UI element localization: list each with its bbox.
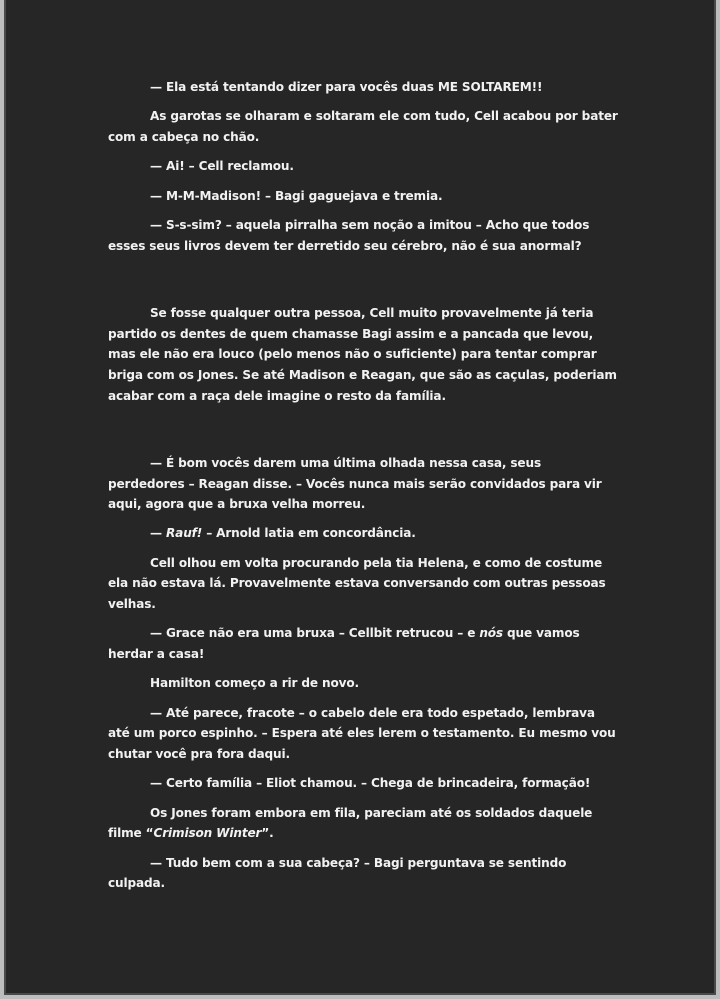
paragraph: — M-M-Madison! – Bagi gaguejava e tremia. xyxy=(150,188,443,203)
paragraph: — Ai! – Cell reclamou. xyxy=(150,159,294,174)
paragraph: — Certo família – Eliot chamou. – Chega de brincadeira, formação! xyxy=(150,776,591,791)
paragraph: — Ela está tentando dizer para vocês duas ME SOLTAREM!! xyxy=(150,80,543,94)
paragraph: — É bom vocês darem uma última olhada nessa casa, seus perdedores – Reagan disse. – Vocês nunca mais serão convidados para vir aqui, agora que a bruxa velha morreu. xyxy=(108,455,602,512)
paragraph: — Grace não era uma bruxa – Cellbit retrucou – e nós que vamos herdar a casa! xyxy=(108,626,580,662)
paragraph: Cell olhou em volta procurando pela tia Helena, e como de costume ela não estava lá. Provavelmente estava conversando com outras pessoas velhas. xyxy=(108,555,606,612)
emphasis: Rauf! xyxy=(166,526,203,541)
emphasis: nós xyxy=(479,626,503,641)
paragraph: Hamilton começo a rir de novo. xyxy=(150,676,359,691)
paragraph: — Rauf! – Arnold latia em concordância. xyxy=(150,526,416,541)
paragraph: — Tudo bem com a sua cabeça? – Bagi perguntava se sentindo culpada. xyxy=(108,855,567,891)
document-body xyxy=(108,77,620,903)
document-page xyxy=(4,0,716,995)
emphasis: Crimison Winter xyxy=(153,826,262,841)
paragraph: — S-s-sim? – aquela pirralha sem noção a imitou – Acho que todos esses seus livros devem ter derretido seu cérebro, não é sua anormal? xyxy=(108,218,590,253)
section-gap xyxy=(108,265,620,303)
paragraph: As garotas se olharam e soltaram ele com tudo, Cell acabou por bater com a cabeça no chão. xyxy=(108,109,618,144)
paragraph: — Até parece, fracote – o cabelo dele era todo espetado, lembrava até um porco espinho. – Espera até eles lerem o testamento. Eu mesmo vou chutar você pra fora daqui. xyxy=(108,705,616,762)
paragraph: Se fosse qualquer outra pessoa, Cell muito provavelmente já teria partido os dentes de quem chamasse Bagi assim e a pancada que levou, mas ele não era louco (pelo menos não o suficiente) para tentar comprar briga com os Jones. Se até Madison e Reagan, que são as caçulas, poderiam acabar com a raça dele imagine o resto da família. xyxy=(108,306,617,403)
section-gap xyxy=(108,415,620,453)
paragraph: Os Jones foram embora em fila, pareciam até os soldados daquele filme “Crimison Winter”. xyxy=(108,805,593,841)
